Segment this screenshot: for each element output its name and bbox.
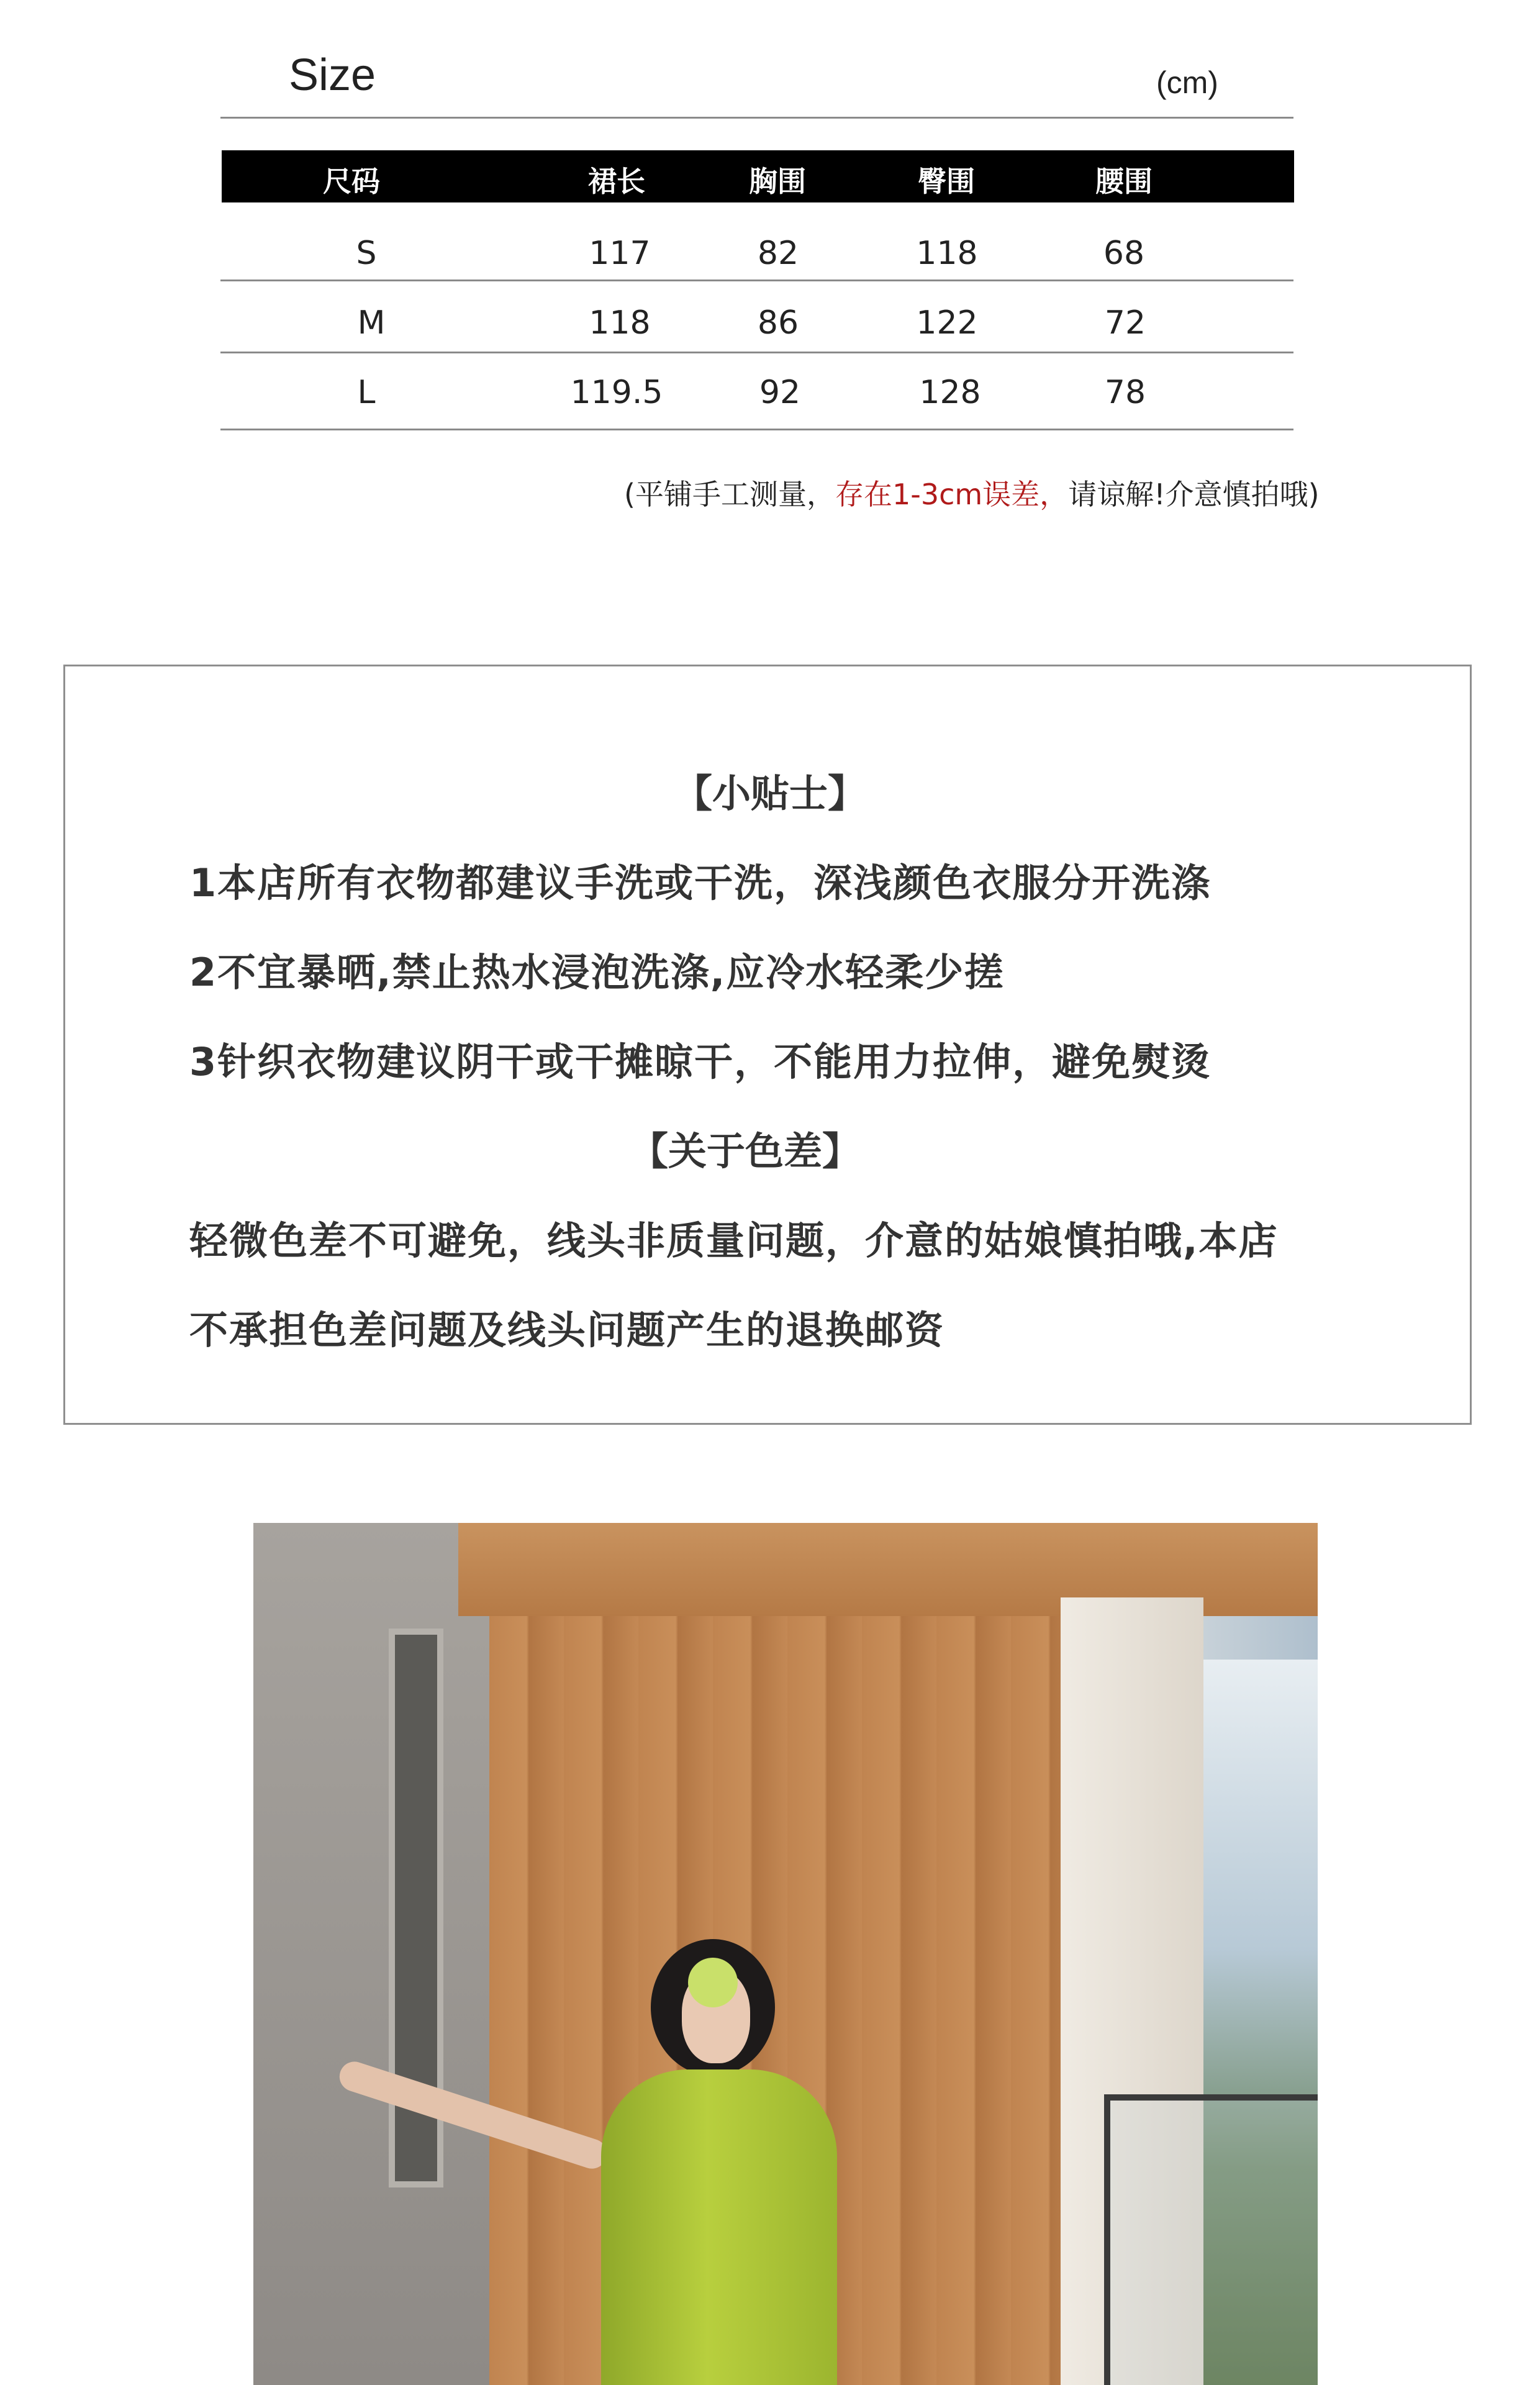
table-cell: 68: [1103, 235, 1145, 272]
size-chart-title: Size: [289, 50, 376, 100]
header-waist: 腰围: [1095, 165, 1153, 198]
table-cell: 86: [757, 304, 799, 342]
color-diff-line: 不承担色差问题及线头问题产生的退换邮资: [189, 1307, 945, 1353]
color-diff-line: 轻微色差不可避免，线头非质量问题，介意的姑娘慎拍哦,本店: [189, 1218, 1279, 1263]
table-cell: 82: [757, 235, 799, 272]
table-cell: 72: [1104, 304, 1146, 342]
stone-wall: [253, 1523, 489, 2385]
table-cell: 119.5: [570, 374, 663, 411]
table-cell: 118: [916, 235, 978, 272]
table-cell: 117: [589, 235, 651, 272]
green-dress: [601, 2069, 837, 2385]
table-cell: 78: [1104, 374, 1146, 411]
table-cell: S: [356, 235, 377, 272]
glass-railing: [1104, 2094, 1318, 2385]
tip-line: 3针织衣物建议阴干或干摊晾干，不能用力拉伸，避免熨烫: [189, 1039, 1212, 1084]
note-error-range: 存在1-3cm误差，: [835, 478, 1069, 511]
header-length: 裙长: [588, 165, 645, 198]
table-cell: 118: [589, 304, 651, 342]
size-chart-unit: (cm): [1156, 65, 1218, 100]
table-cell: 122: [916, 304, 978, 342]
product-photo: [253, 1523, 1318, 2385]
row-divider: [220, 279, 1293, 281]
table-cell: L: [357, 374, 376, 411]
table-cell: 128: [919, 374, 981, 411]
tip-line: 2不宜暴晒,禁止热水浸泡洗涤,应冷水轻柔少搓: [189, 950, 1005, 995]
table-cell: M: [357, 304, 386, 342]
note-suffix: 请谅解!介意慎拍哦): [1068, 478, 1320, 511]
note-prefix: (平铺手工测量，: [624, 478, 835, 511]
row-divider: [220, 352, 1293, 353]
measurement-note: [624, 472, 1320, 513]
hair-flower: [688, 1958, 738, 2007]
header-size: 尺码: [323, 165, 380, 198]
color-diff-heading: 【关于色差】: [629, 1129, 861, 1174]
table-bottom-divider: [220, 429, 1293, 430]
tips-heading: 【小贴士】: [673, 771, 866, 816]
header-hip: 臀围: [918, 165, 975, 198]
table-cell: 92: [759, 374, 801, 411]
title-divider: [220, 117, 1293, 119]
tip-line: 1本店所有衣物都建议手洗或干洗，深浅颜色衣服分开洗涤: [189, 860, 1212, 906]
header-bust: 胸围: [749, 165, 806, 198]
